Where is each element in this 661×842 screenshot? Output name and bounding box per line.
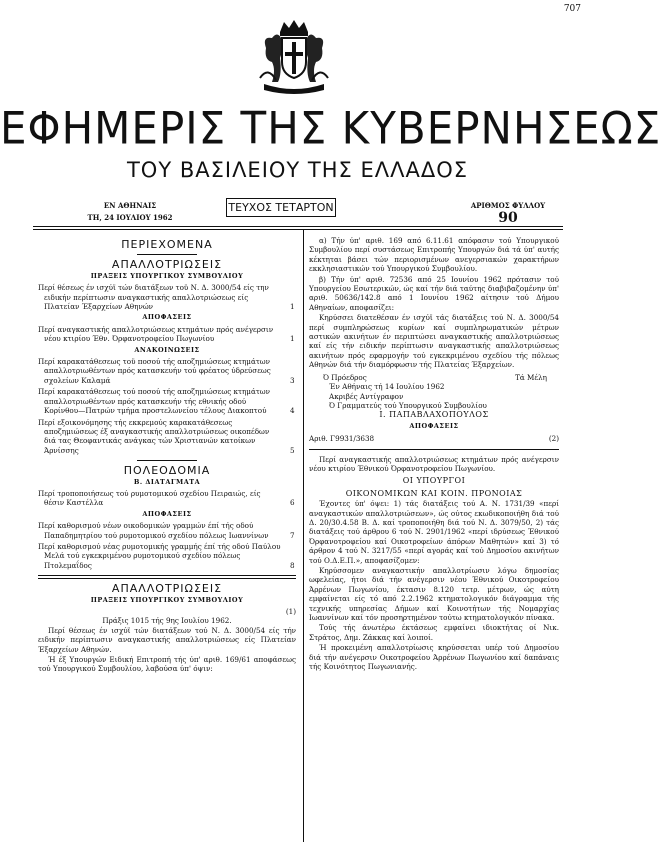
act-number: (1) bbox=[285, 607, 296, 616]
publication-place-date bbox=[60, 200, 200, 224]
toc-item-text: Περί εξοικονόμησης τής εκκρεμούς καρακατάθεσεως αποζημιώσεως έξ αναγκαστικής απαλλοτριώσεως οικοπέδων διά τας Θεοφαντικάς ανάγκας τών Χριστιανών κατοίκων Άρνίσσης bbox=[38, 417, 270, 455]
toc-item[interactable]: Περί καθορισμού νέας ρυμοτομικής γραμμής έπί τής οδού Παύλου Μελά τού εγκεκριμένου ρυμοτομικού σχεδίου πόλεως Πτολεμαΐδος 8 bbox=[38, 541, 295, 570]
secretary-name: Ι. ΠΑΠΑΒΛΑΧΟΠΟΥΛΟΣ bbox=[379, 410, 489, 420]
toc-section-urban: ΠΟΛΕΟΔΟΜΙΑ bbox=[123, 464, 211, 478]
toc-subsection-cabinet: ΠΡΑΞΕΙΣ ΥΠΟΥΡΓΙΚΟΥ ΣΥΜΒΟΥΛΙΟΥ bbox=[90, 271, 244, 280]
toc-item-text: Περί καρακατάθεσεως τού ποσού τής αποζημιώσεως κτημάτων απαλλοτριωθέντων πρός κατασκευήν τής εθνικής οδού Κορίνθου—Πατρών τμήμα προστελωνείου τέλους Διακοπτού bbox=[38, 387, 271, 416]
decision-number: Αριθ. Γ9931/3638 bbox=[309, 434, 375, 444]
header-rule-double bbox=[33, 229, 563, 230]
toc-item-text: Περί καθορισμού νέων οικοδομικών γραμμών έπί τής οδού Παπαδημητρίου τού ρυμοτομικού σχεδίου πόλεως Ιωαννίνων bbox=[38, 521, 269, 540]
chair-label: Ό Πρόεδρος bbox=[323, 372, 367, 382]
publication-place: ΕΝ ΑΘΗΝΑΙΣ bbox=[103, 201, 157, 210]
toc-item-text: Περί θέσεως έν ισχύϊ τών διατάξεων τοϋ Ν. Δ. 3000/54 είς την ειδικήν περίπτωσιν αναγκαστικής απαλλοτριώσεως είς Πλατείαν Έξαρχείων Αθηνών bbox=[38, 283, 269, 312]
toc-item-text: Περί αναγκαστικής απαλλοτριώσεως κτημάτων πρός ανέγερσιν νέου κτιρίου Έθν. Όρφανοτροφείου Πωγωνίου bbox=[38, 324, 274, 344]
decisions-heading: ΑΠΟΦΑΣΕΙΣ bbox=[409, 421, 459, 430]
toc-subsection-decrees: Β. ΔΙΑΤΑΓΜΑΤΑ bbox=[133, 477, 201, 486]
ministers-heading: ΟΙ ΥΠΟΥΡΓΟΙ bbox=[402, 476, 466, 486]
paragraph: β) Τήν ύπ' αριθ. 72536 από 25 Ιουνίου 1962 πρότασιν τού Υπουργείου Εσωτερικών, ώς καί τήν διά ταύτης διαβιβαζομένην ύπ' αριθ. 50636/142.8 από 1 Ιουνίου 1962 αίτησιν τού Δήμου Αθηναίων, αποφασίζει: bbox=[309, 274, 559, 312]
toc-item[interactable]: Περί εξοικονόμησης τής εκκρεμούς καρακατάθεσεως αποζημιώσεως έξ αναγκαστικής απαλλοτριώσεως οικοπέδων διά τας Θεοφαντικάς ανάγκας τών Χριστιανών κατοίκων Άρνίσσης 5 bbox=[38, 417, 295, 455]
divider bbox=[38, 575, 296, 576]
divider bbox=[309, 449, 559, 450]
toc-item[interactable]: Περί θέσεως έν ισχύϊ τών διατάξεων τοϋ Ν. Δ. 3000/54 είς την ειδικήν περίπτωσιν αναγκαστικής απαλλοτριώσεως είς Πλατείαν Έξαρχείων Αθηνών 1 bbox=[38, 283, 295, 312]
section-heading: ΑΠΑΛΛΟΤΡΙΩΣΕΙΣ bbox=[111, 582, 223, 596]
toc-item[interactable]: Περί αναγκαστικής απαλλοτριώσεως κτημάτων πρός ανέγερσιν νέου κτιρίου Έθν. Όρφανοτροφείου Πωγωνίου 1 bbox=[38, 324, 295, 344]
members-label: Τά Μέλη bbox=[515, 372, 547, 382]
column-divider bbox=[303, 230, 304, 842]
signature-row bbox=[309, 371, 559, 382]
signature-date: Έν Αθήναις τή 14 Ιουλίου 1962 bbox=[329, 382, 445, 392]
paragraph: Ή προκειμένη απαλλοτρίωσις κηρύσσεται υπέρ τού Δημοσίου διά τήν ανέγερσιν Οικοτροφείου Άρρένων Πωγωνίου καί δαπάναις τής Κοινότητος Πωγωνιανής. bbox=[309, 643, 559, 672]
page-number: 707 bbox=[563, 4, 581, 14]
toc-item-text: Περί τροποποιήσεως τού ρυμοτομικού σχεδίου Πειραιώς, είς θέσιν Καστέλλα bbox=[38, 488, 261, 508]
toc-subsection-announcements: ΑΝΑΚΟΙΝΩΣΕΙΣ bbox=[134, 345, 200, 354]
newspaper-subtitle: ΤΟΥ ΒΑΣΙΛΕΙΟΥ ΤΗΣ ΕΛΛΑΔΟΣ bbox=[126, 158, 469, 182]
ministers-subheading: ΟΙΚΟΝΟΜΙΚΩΝ ΚΑΙ ΚΟΙΝ. ΠΡΟΝΟΙΑΣ bbox=[345, 488, 523, 498]
toc-item[interactable]: Περί καθορισμού νέων οικοδομικών γραμμών έπί τής οδού Παπαδημητρίου τού ρυμοτομικού σχεδίου πόλεως Ιωαννίνων 7 bbox=[38, 521, 295, 540]
paragraph: Τούς τής άνωτέρω έκτάσεως εμφαίνει ιδιοκτήτας οί Νικ. Στράτος, Δημ. Ζάκκας καί λοιποί. bbox=[309, 623, 559, 642]
divider bbox=[137, 254, 197, 255]
paragraph: α) Τήν ύπ' αριθ. 169 από 6.11.61 απόφασιν τού Υπουργικού Συμβουλίου περί συστάσεως Επιτροπής Υπουργών διά τά ύπ' αυτής κέκτηται βάσει τών περιορισμένων ανεγερσιακών χαρακτήρων εκκλησιαστικών τού Υπουργικού Συμβουλίου. bbox=[309, 236, 559, 274]
toc-section-expropriations: ΑΠΑΛΛΟΤΡΙΩΣΕΙΣ bbox=[111, 258, 223, 272]
paragraph: Κηρύσσομεν αναγκαστικήν απαλλοτρίωσιν λόγω δημοσίας ωφελείας, ήτοι διά τήν ανέγερσιν νέου Έθνικού Οικοτροφείου Άρρένων Πωγωνίου, έκτασιν 8.120 τετρ. μέτρων, ώς αύτη εμφαίνεται είς τό από 2.2.1962 κτηματολογικόν διάγραμμα τής τεχνικής υπηρεσίας Δήμων καί Κοινοτήτων τής Νομαρχίας Ιωαννίνων καί τόν προσηρτημένον τούτω κτηματολογικόν πίνακα. bbox=[309, 566, 559, 623]
decision-reference bbox=[309, 434, 559, 443]
divider bbox=[137, 460, 197, 461]
toc-item-text: Περί καρακατάθεσεως τοϋ ποσού τής αποζημιώσεως κτημάτων απαλλοτριωθέντων πρός κατασκευήν τού φρέατος ύδρεύσεως σχολείων Καλαμά bbox=[38, 357, 271, 385]
paragraph: Περί αναγκαστικής απαλλοτριώσεως κτημάτων πρός ανέγερσιν νέου κτιρίου Έθνικού Όρφανοτροφείου Πωγωνίου. bbox=[309, 454, 559, 473]
left-column bbox=[38, 236, 296, 675]
publication-date: ΤΗ, 24 ΙΟΥΛΙΟΥ 1962 bbox=[87, 213, 173, 222]
divider bbox=[38, 578, 296, 579]
paragraph: Ή έξ Υπουργών Ειδική Επιτροπή τής ύπ' αριθ. 169/61 αποφάσεως τού Υπουργικού Συμβουλίου, λαβούσα ύπ' όψιν: bbox=[38, 655, 296, 674]
issue-box: ΤΕΥΧΟΣ ΤΕΤΑΡΤΟΝ bbox=[226, 198, 336, 217]
act-title: Πράξις 1015 τής 9ης Ιουλίου 1962. bbox=[102, 616, 232, 626]
right-column bbox=[309, 236, 559, 672]
sheet-number-label: ΑΡΙΘΜΟΣ ΦΥΛΛΟΥ bbox=[470, 201, 546, 210]
toc-subsection-decisions: ΑΠΟΦΑΣΕΙΣ bbox=[142, 313, 192, 322]
section-subheading: ΠΡΑΞΕΙΣ ΥΠΟΥΡΓΙΚΟΥ ΣΥΜΒΟΥΛΙΟΥ bbox=[90, 595, 244, 604]
paragraph: Έχοντες ύπ' όψει: 1) τάς διατάξεις τού Α. Ν. 1731/39 «περί αναγκαστικών απαλλοτριώσεων», ώς ούτος εκωδικοποιήθη διά τού Δ. 20/30.4.58 Β. Δ. καί τροποποιήθη διά τού Ν. Δ. 3079/50, 2) τάς διατάξεις τού άρθρου 6 τού Ν. 2901/1962 «περί ιδρύσεως Έθνικού Όρφανοτροφείου καί Οικοτροφείων άπόρων Μαθητών» καί 3) τό άρθρον 4 τού Ν. 3217/55 «περί αγοράς καί τού Δημοσίου ακινήτων τού Ο.Δ.Ε.Π.», αποφασίζομεν: bbox=[309, 499, 559, 565]
toc-heading: ΠΕΡΙΕΧΟΜΕΝΑ bbox=[121, 238, 213, 251]
toc-item[interactable]: Περί τροποποιήσεως τού ρυμοτομικού σχεδίου Πειραιώς, είς θέσιν Καστέλλα 6 bbox=[38, 488, 295, 508]
sheet-number: 90 bbox=[498, 210, 518, 226]
toc-item-text: Περί καθορισμού νέας ρυμοτομικής γραμμής έπί τής οδού Παύλου Μελά τού εγκεκριμένου ρυμοτομικού σχεδίου πόλεως Πτολεμαΐδος bbox=[38, 541, 281, 570]
toc-subsection-decisions-2: ΑΠΟΦΑΣΕΙΣ bbox=[142, 509, 192, 518]
paragraph: Κηρύσσει διατεθέσαν έν ισχύϊ τάς διατάξεις τού Ν. Δ. 3000/54 περί συμπληρώσεως κυρίων καί συμπληρωματικών μέτρων αστικών ακινήτων έν περιπτώσει αναγκαστικής απαλλοτριώσεως καί είς τήν ειδικήν περίπτωσιν αναγκαστικής απαλλοτριώσεως ακινήτων πρός εφαρμογήν τού εγκεκριμένου σχεδίου τής πόλεως Αθηνών διά τήν διαμόρφωσιν τής Πλατείας Έξαρχείων. bbox=[309, 313, 559, 370]
toc-item[interactable]: Περί καρακατάθεσεως τοϋ ποσού τής αποζημιώσεως κτημάτων απαλλοτριωθέντων πρός κατασκευήν τού φρέατος ύδρεύσεως σχολείων Καλαμά 3 bbox=[38, 357, 295, 385]
toc-item[interactable]: Περί καρακατάθεσεως τού ποσού τής αποζημιώσεως κτημάτων απαλλοτριωθέντων πρός κατασκευήν τής εθνικής οδού Κορίνθου—Πατρών τμήμα προστελωνείου τέλους Διακοπτού 4 bbox=[38, 387, 295, 416]
header-rule bbox=[33, 226, 563, 227]
royal-coat-of-arms-icon bbox=[258, 18, 330, 96]
paragraph: Περί θέσεως έν ισχύϊ τών διατάξεων τού Ν. Δ. 3000/54 είς τήν ειδικήν περίπτωσιν αναγκαστικής απαλλοτριώσεως είς Πλατείαν Έξαρχείων Αθηνών. bbox=[38, 625, 296, 654]
secretary-title: Ό Γραμματεύς τού Υπουργικού Συμβουλίου bbox=[329, 400, 487, 410]
newspaper-title: ΕΦΗΜΕΡΙΣ ΤΗΣ ΚΥΒΕΡΝΗΣΕΩΣ bbox=[0, 102, 661, 155]
decision-index: (2) bbox=[548, 434, 559, 444]
copy-note: Ακριβές Αντίγραφον bbox=[329, 391, 404, 401]
sheet-number-block bbox=[458, 200, 558, 225]
